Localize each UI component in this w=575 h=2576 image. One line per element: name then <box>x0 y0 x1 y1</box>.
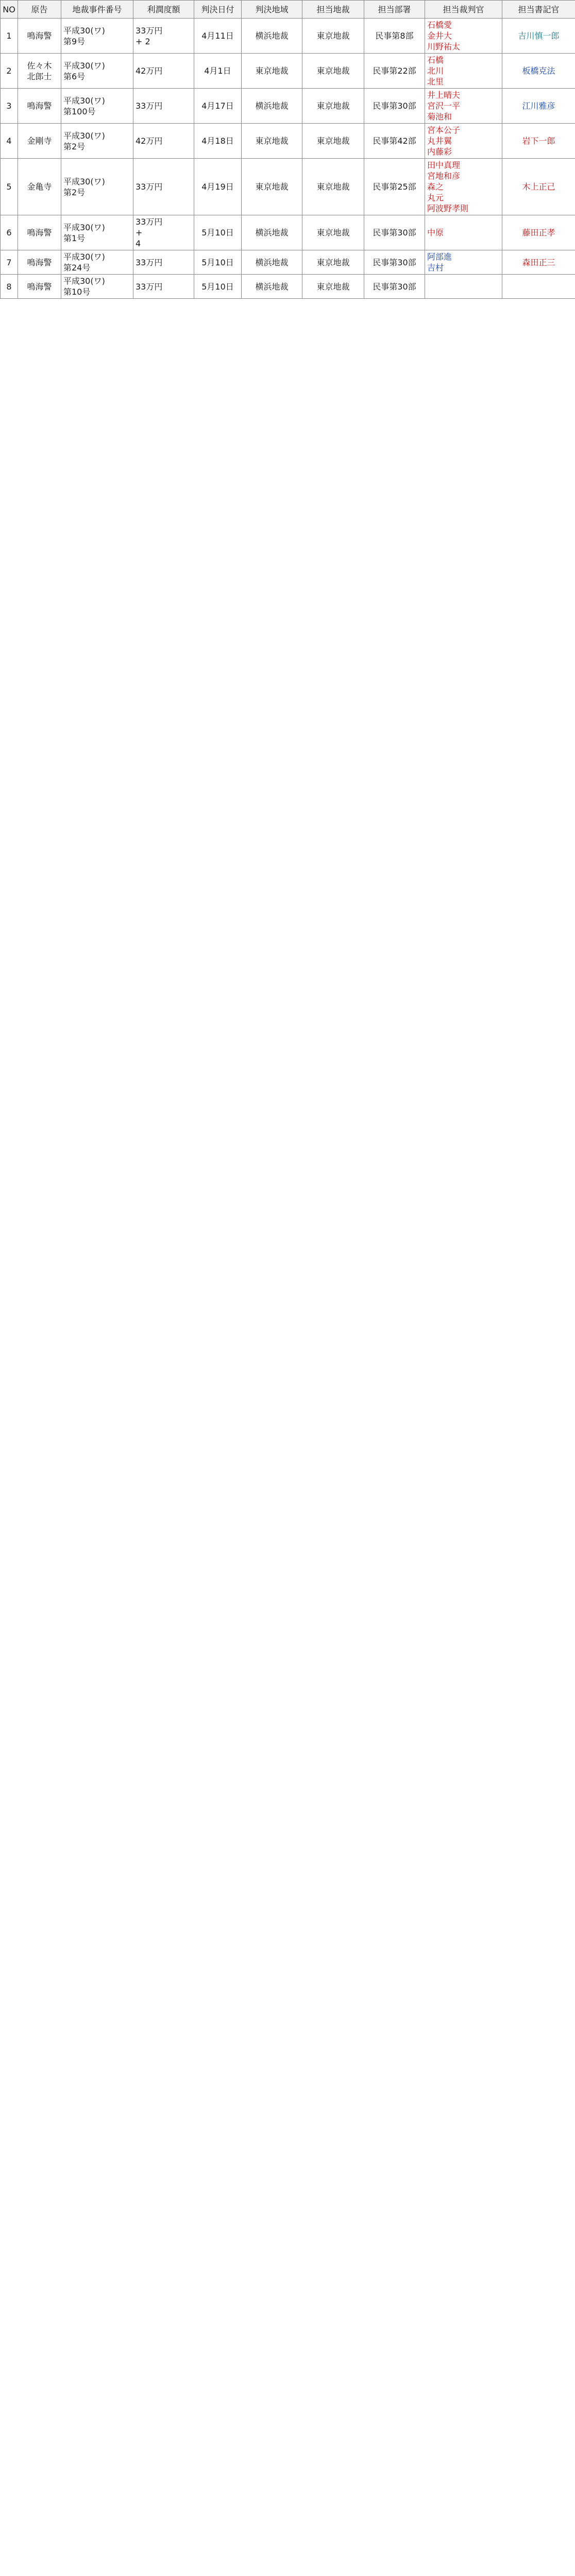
cell-amount: 33万円 <box>133 275 194 299</box>
cell-no: 4 <box>1 124 18 159</box>
cell-clerk <box>502 275 575 299</box>
cell-plaintiff: 鳴海警 <box>18 89 61 124</box>
cell-amount: 33万円 + 2 <box>133 19 194 54</box>
table-row <box>1 159 575 215</box>
cell-date: 4月19日 <box>194 159 242 215</box>
cell-clerk: 吉川慎一郎 <box>502 19 575 54</box>
cell-judges: 宮本公子 丸井翼 内藤彩 <box>425 124 502 159</box>
cell-amount: 33万円 <box>133 250 194 275</box>
header-row <box>1 1 575 19</box>
cell-department: 民事第30部 <box>364 89 425 124</box>
cell-plaintiff: 鳴海警 <box>18 250 61 275</box>
cell-case-number: 平成30(ワ) 第2号 <box>61 159 133 215</box>
cell-date: 4月18日 <box>194 124 242 159</box>
cell-judges: 中原 <box>425 215 502 250</box>
header-judges: 担当裁判官 <box>425 1 502 19</box>
table-row <box>1 124 575 159</box>
cell-amount: 33万円 <box>133 159 194 215</box>
cell-court: 東京地裁 <box>302 215 364 250</box>
cell-case-number: 平成30(ワ) 第24号 <box>61 250 133 275</box>
cell-amount: 42万円 <box>133 124 194 159</box>
cell-case-number: 平成30(ワ) 第100号 <box>61 89 133 124</box>
cell-department: 民事第25部 <box>364 159 425 215</box>
cell-department: 民事第42部 <box>364 124 425 159</box>
cell-judges: 石橋 北川 北里 <box>425 54 502 89</box>
cell-date: 5月10日 <box>194 215 242 250</box>
cell-no: 8 <box>1 275 18 299</box>
cell-plaintiff: 金亀寺 <box>18 159 61 215</box>
header-date: 判決日付 <box>194 1 242 19</box>
table-row <box>1 275 575 299</box>
cell-department: 民事第22部 <box>364 54 425 89</box>
cell-judges: 阿部進 吉村 <box>425 250 502 275</box>
cell-date: 5月10日 <box>194 275 242 299</box>
cell-date: 4月11日 <box>194 19 242 54</box>
cell-plaintiff: 鳴海警 <box>18 275 61 299</box>
cell-amount: 33万円 + 4 <box>133 215 194 250</box>
document-page <box>0 0 575 299</box>
cell-department: 民事第30部 <box>364 215 425 250</box>
cell-clerk: 岩下一郎 <box>502 124 575 159</box>
cell-court: 東京地裁 <box>302 275 364 299</box>
table-row <box>1 250 575 275</box>
cell-clerk: 森田正三 <box>502 250 575 275</box>
cell-case-number: 平成30(ワ) 第1号 <box>61 215 133 250</box>
cell-plaintiff: 金剛寺 <box>18 124 61 159</box>
cell-region: 横浜地裁 <box>242 215 302 250</box>
header-clerk: 担当書記官 <box>502 1 575 19</box>
cell-region: 横浜地裁 <box>242 89 302 124</box>
cell-court: 東京地裁 <box>302 89 364 124</box>
cell-date: 5月10日 <box>194 250 242 275</box>
cell-no: 3 <box>1 89 18 124</box>
cell-clerk: 木上正己 <box>502 159 575 215</box>
header-department: 担当部署 <box>364 1 425 19</box>
cell-department: 民事第30部 <box>364 275 425 299</box>
cell-court: 東京地裁 <box>302 159 364 215</box>
table-row <box>1 89 575 124</box>
cell-court: 東京地裁 <box>302 19 364 54</box>
cell-plaintiff: 鳴海警 <box>18 215 61 250</box>
cell-clerk: 江川雅彦 <box>502 89 575 124</box>
cell-case-number: 平成30(ワ) 第6号 <box>61 54 133 89</box>
cell-no: 2 <box>1 54 18 89</box>
cell-case-number: 平成30(ワ) 第9号 <box>61 19 133 54</box>
cell-date: 4月17日 <box>194 89 242 124</box>
table-row <box>1 54 575 89</box>
header-amount: 利潤度額 <box>133 1 194 19</box>
cell-department: 民事第30部 <box>364 250 425 275</box>
cell-judges: 石橋愛 金井大 川野祐太 <box>425 19 502 54</box>
header-case-number: 地裁事件番号 <box>61 1 133 19</box>
cell-no: 5 <box>1 159 18 215</box>
table-body <box>1 19 575 299</box>
case-table <box>0 0 575 299</box>
cell-region: 横浜地裁 <box>242 250 302 275</box>
cell-judges: 田中真理 宮地和彦 森之 丸元 阿波野孝則 <box>425 159 502 215</box>
cell-court: 東京地裁 <box>302 124 364 159</box>
cell-plaintiff: 佐々木 北郎士 <box>18 54 61 89</box>
header-region: 判決地域 <box>242 1 302 19</box>
cell-court: 東京地裁 <box>302 250 364 275</box>
cell-judges: 井上晴夫 宮沢一平 菊池和 <box>425 89 502 124</box>
cell-region: 横浜地裁 <box>242 19 302 54</box>
cell-clerk: 板橋克法 <box>502 54 575 89</box>
cell-plaintiff: 鳴海警 <box>18 19 61 54</box>
table-row <box>1 215 575 250</box>
header-court: 担当地裁 <box>302 1 364 19</box>
cell-case-number: 平成30(ワ) 第2号 <box>61 124 133 159</box>
cell-region: 東京地裁 <box>242 159 302 215</box>
header-no: NO <box>1 1 18 19</box>
cell-region: 東京地裁 <box>242 54 302 89</box>
cell-no: 6 <box>1 215 18 250</box>
cell-amount: 42万円 <box>133 54 194 89</box>
cell-date: 4月1日 <box>194 54 242 89</box>
cell-court: 東京地裁 <box>302 54 364 89</box>
cell-case-number: 平成30(ワ) 第10号 <box>61 275 133 299</box>
header-plaintiff: 原告 <box>18 1 61 19</box>
cell-region: 横浜地裁 <box>242 275 302 299</box>
cell-judges <box>425 275 502 299</box>
cell-department: 民事第8部 <box>364 19 425 54</box>
cell-region: 東京地裁 <box>242 124 302 159</box>
cell-no: 1 <box>1 19 18 54</box>
cell-amount: 33万円 <box>133 89 194 124</box>
cell-clerk: 藤田正孝 <box>502 215 575 250</box>
cell-no: 7 <box>1 250 18 275</box>
table-row <box>1 19 575 54</box>
